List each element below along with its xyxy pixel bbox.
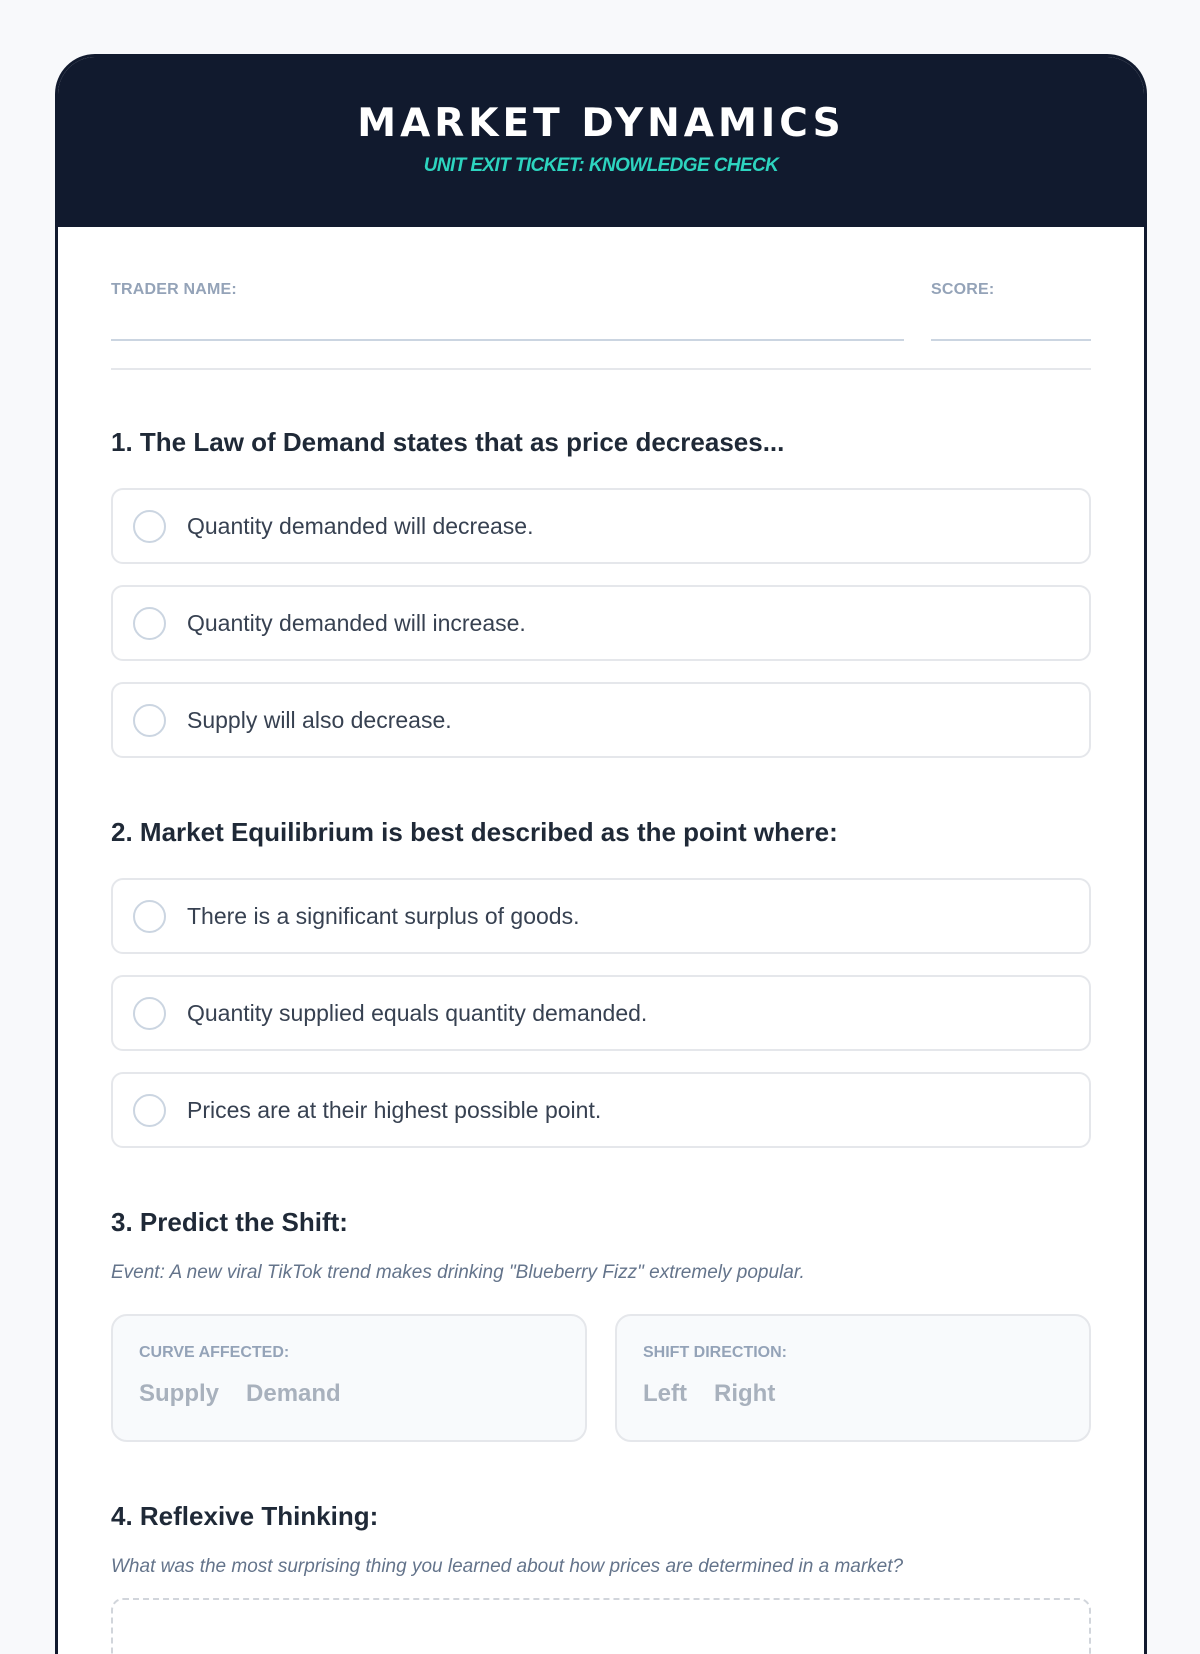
radio-icon[interactable] (133, 1094, 166, 1127)
exit-ticket-card (55, 54, 1147, 1654)
question-1-options (111, 488, 1091, 758)
page-subtitle: UNIT EXIT TICKET: KNOWLEDGE CHECK (423, 155, 779, 176)
curve-options (139, 1380, 559, 1408)
option-label: Quantity demanded will decrease. (187, 512, 534, 539)
direction-options (643, 1380, 1063, 1408)
ticket-body (58, 227, 1144, 1654)
question-4-prompt: 4. Reflexive Thinking: (111, 1501, 379, 1531)
trader-name-line[interactable] (111, 339, 904, 341)
student-fields (111, 227, 1091, 341)
question-1-prompt: 1. The Law of Demand states that as price decreases... (111, 427, 785, 457)
radio-icon[interactable] (133, 704, 166, 737)
question-2-prompt: 2. Market Equilibrium is best described as the point where: (111, 817, 838, 847)
option-label: Supply will also decrease. (187, 706, 452, 733)
reflection-answer-box[interactable] (111, 1598, 1091, 1654)
question-2-option-a[interactable] (111, 878, 1091, 954)
curve-option-demand[interactable]: Demand (246, 1380, 341, 1407)
question-2-options (111, 878, 1091, 1148)
direction-option-left[interactable]: Left (643, 1380, 687, 1407)
question-1-option-a[interactable] (111, 488, 1091, 564)
radio-icon[interactable] (133, 997, 166, 1030)
score-line[interactable] (931, 339, 1091, 341)
radio-icon[interactable] (133, 510, 166, 543)
curve-affected-label: CURVE AFFECTED: (139, 1344, 290, 1361)
score-field[interactable] (931, 281, 1091, 341)
trader-name-label: TRADER NAME: (111, 281, 237, 298)
question-3-prompt: 3. Predict the Shift: (111, 1207, 348, 1237)
option-label: Prices are at their highest possible point. (187, 1096, 602, 1123)
score-label: SCORE: (931, 281, 995, 298)
page-title: MARKET DYNAMICS (357, 101, 845, 146)
option-label: Quantity supplied equals quantity demanded. (187, 999, 648, 1026)
question-3-event: Event: A new viral TikTok trend makes drinking "Blueberry Fizz" extremely popular. (111, 1262, 805, 1283)
shift-direction-label: SHIFT DIRECTION: (643, 1344, 787, 1361)
curve-affected-box (111, 1314, 587, 1442)
question-2-option-c[interactable] (111, 1072, 1091, 1148)
shift-direction-box (615, 1314, 1091, 1442)
question-4-question: What was the most surprising thing you learned about how prices are determined in a market? (111, 1556, 904, 1577)
radio-icon[interactable] (133, 900, 166, 933)
question-1-option-b[interactable] (111, 585, 1091, 661)
question-2-option-b[interactable] (111, 975, 1091, 1051)
curve-option-supply[interactable]: Supply (139, 1380, 220, 1407)
direction-option-right[interactable]: Right (714, 1380, 776, 1407)
divider (111, 368, 1091, 370)
option-label: Quantity demanded will increase. (187, 609, 526, 636)
radio-icon[interactable] (133, 607, 166, 640)
option-label: There is a significant surplus of goods. (187, 902, 580, 929)
trader-name-field[interactable] (111, 281, 904, 341)
question-1-option-c[interactable] (111, 682, 1091, 758)
header (58, 57, 1144, 227)
shift-selectors (111, 1314, 1091, 1442)
